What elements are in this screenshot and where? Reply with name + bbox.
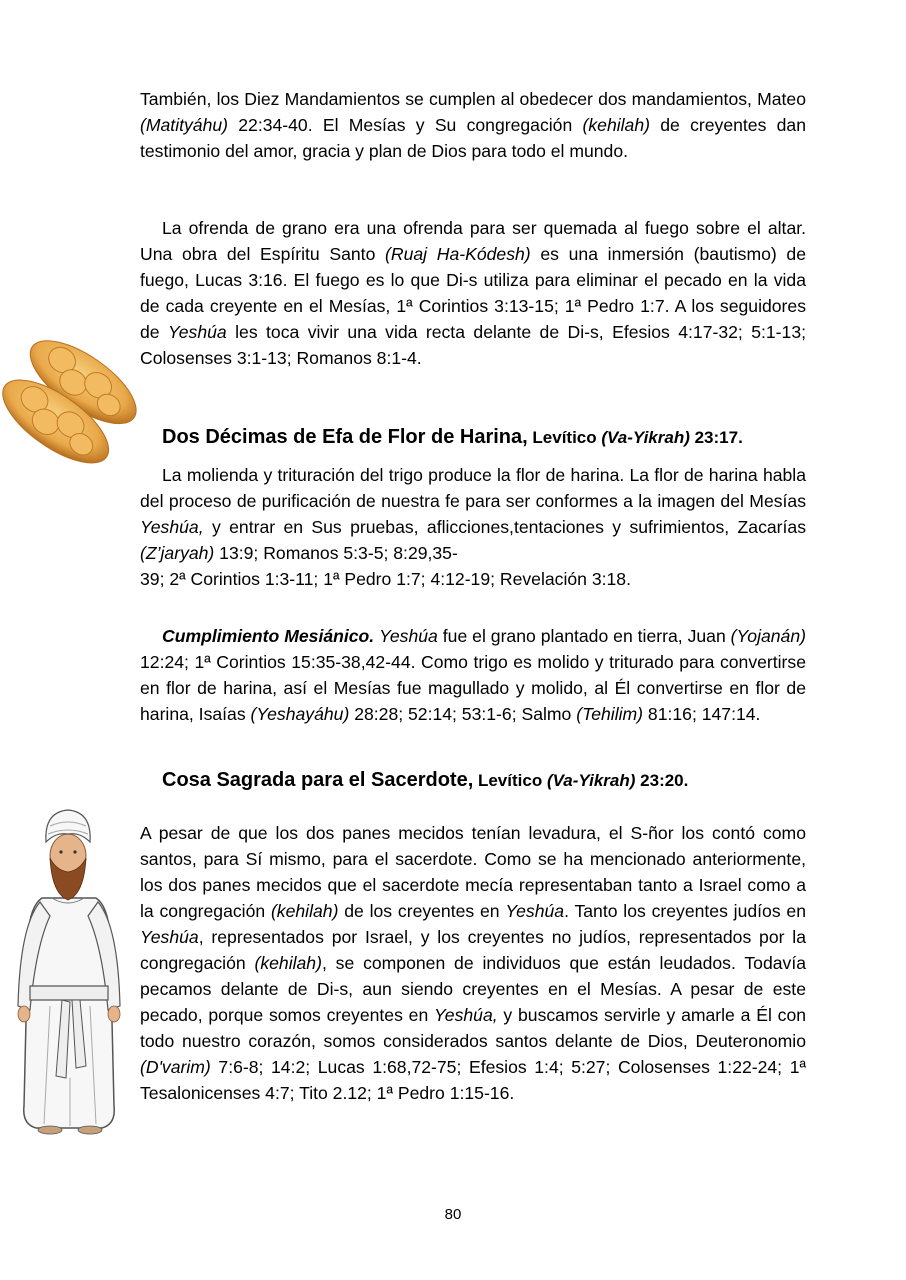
braided-bread-illustration <box>0 328 140 474</box>
paragraph-fine-flour: La molienda y trituración del trigo produce la flor de harina. La flor de harina habla del proceso de purificación de nuestra fe para ser conformes a la imagen del Mesías Yeshúa, y entrar en Sus pruebas, aflicciones,tentaciones y sufrimientos, Zacarías (Z’jaryah) 13:9; Romanos 5:3-5; 8:29,35- 39; 2ª Corintios 1:3-11; 1ª Pedro 1:7; 4:12-19; Revelación 3:18. <box>140 465 806 589</box>
heading-two-tenths-ephah: Dos Décimas de Efa de Flor de Harina, Levítico (Va-Yikrah) 23:17. <box>162 426 743 448</box>
paragraph-holy-to-priest: A pesar de que los dos panes mecidos tenían levadura, el S-ñor los contó como santos, para Sí mismo, para el sacerdote. Como se ha mencionado anteriormente, los dos panes mecidos que el sacerdote mecía representaban tanto a Israel como a la congregación (kehilah) de los creyentes en Yeshúa. Tanto los creyentes judíos en Yeshúa, representados por Israel, y los creyentes no judíos, representados por la congregación (kehilah), se componen de individuos que están leudados. Todavía pecamos delante de Di-s, aun siendo creyentes en el Mesías. A pesar de este pecado, porque somos creyentes en Yeshúa, y buscamos servirle y amarle a Él con todo nuestro corazón, somos considerados santos delante de Dios, Deuteronomio (D'varim) 7:6-8; 14:2; Lucas 1:68,72-75; Efesios 1:4; 5:27; Colosenses 1:22-24; 1ª Tesalonicenses 4:7; Tito 2.12; 1ª Pedro 1:15-16. <box>140 823 807 1103</box>
paragraph-ten-commandments: También, los Diez Mandamientos se cumplen al obedecer dos mandamientos, Mateo (Matityáhu) 22:34-40. El Mesías y Su congregación (kehilah) de creyentes dan testimonio del amor, gracia y plan de Dios para todo el mundo. <box>140 89 806 161</box>
priest-illustration <box>10 806 128 1136</box>
page-number: 80 <box>444 1206 462 1223</box>
heading-holy-to-priest: Cosa Sagrada para el Sacerdote, Levítico (Va-Yikrah) 23:20. <box>162 769 689 791</box>
paragraph-messianic-fulfillment: Cumplimiento Mesiánico. Yeshúa fue el grano plantado en tierra, Juan (Yojanán) 12:24; 1ª Corintios 15:35-38,42-44. Como trigo es molido y triturado para convertirse en flor de harina, así el Mesías fue magullado y molido, al Él convertirse en flor de harina, Isaías (Yeshayáhu) 28:28; 52:14; 53:1-6; Salmo (Tehilim) 81:16; 147:14. <box>140 626 806 724</box>
paragraph-grain-offering: La ofrenda de grano era una ofrenda para ser quemada al fuego sobre el altar. Una obra del Espíritu Santo (Ruaj Ha-Kódesh) es una inmersión (bautismo) de fuego, Lucas 3:16. El fuego es lo que Di-s utiliza para eliminar el pecado en la vida de cada creyente en el Mesías, 1ª Corintios 3:13-15; 1ª Pedro 1:7. A los seguidores de Yeshúa les toca vivir una vida recta delante de Di-s, Efesios 4:17-32; 5:1-13; Colosenses 3:1-13; Romanos 8:1-4. <box>140 218 807 368</box>
